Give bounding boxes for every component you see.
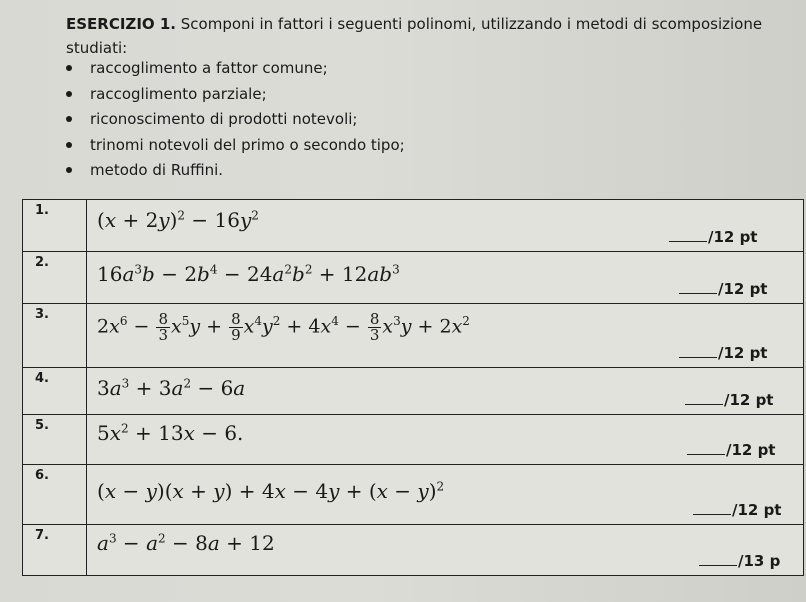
- row-number: 4.: [35, 371, 49, 386]
- exercise-text: Scomponi in fattori i seguenti polinomi, utilizzando i metodi di scomposizione studiati:: [66, 15, 763, 57]
- score-label: /12 pt: [732, 501, 782, 519]
- number-cell: [23, 200, 87, 251]
- exercise-instructions: [66, 12, 786, 60]
- row-number: 3.: [35, 307, 49, 322]
- number-cell: [23, 415, 87, 464]
- row-number: 5.: [35, 418, 49, 433]
- method-item: trinomi notevoli del primo o secondo tipo;: [66, 135, 405, 161]
- score-field: [679, 280, 767, 298]
- score-field: [679, 344, 767, 362]
- score-label: /12 pt: [726, 441, 776, 459]
- score-blank: [669, 241, 707, 242]
- method-item: raccoglimento parziale;: [66, 84, 405, 110]
- number-cell: [23, 304, 87, 367]
- method-item: raccoglimento a fattor comune;: [66, 58, 405, 84]
- row-number: 1.: [35, 203, 49, 218]
- score-blank: [685, 404, 723, 405]
- table-row: [23, 465, 803, 525]
- polynomial-expression: $5x^2 + 13x - 6$.: [97, 421, 244, 445]
- score-field: [699, 552, 780, 570]
- number-cell: [23, 525, 87, 575]
- score-blank: [693, 514, 731, 515]
- table-row: [23, 415, 803, 465]
- number-cell: [23, 252, 87, 303]
- score-field: [687, 441, 775, 459]
- exercise-table: [22, 199, 804, 576]
- score-blank: [687, 454, 725, 455]
- method-item: metodo di Ruffini.: [66, 160, 405, 186]
- table-row: [23, 368, 803, 415]
- polynomial-expression: $a^3 - a^2 - 8a + 12$: [97, 531, 275, 555]
- score-label: /12 pt: [718, 344, 768, 362]
- method-item: riconoscimento di prodotti notevoli;: [66, 109, 405, 135]
- score-blank: [679, 293, 717, 294]
- score-label: /12 pt: [708, 228, 758, 246]
- score-blank: [699, 565, 737, 566]
- score-label: /12 pt: [718, 280, 768, 298]
- methods-list: [66, 58, 405, 186]
- polynomial-expression: $2x^6$ − $\frac{8}{3}$ $x^5y$ + $\frac{8}{9}$ $x^4y^2 + 4x^4$ − $\frac{8}{3}$ $x^3y + 2x^2$: [97, 310, 470, 344]
- number-cell: [23, 465, 87, 524]
- table-row: [23, 200, 803, 252]
- polynomial-expression: $16a^3b - 2b^4 - 24a^2b^2 + 12ab^3$: [97, 262, 400, 286]
- score-field: [669, 228, 757, 246]
- row-number: 2.: [35, 255, 49, 270]
- score-blank: [679, 357, 717, 358]
- score-label: /13 p: [738, 552, 781, 570]
- score-field: [685, 391, 773, 409]
- score-field: [693, 501, 781, 519]
- row-number: 6.: [35, 468, 49, 483]
- polynomial-expression: $3a^3 + 3a^2 - 6a$: [97, 376, 246, 400]
- exercise-title: ESERCIZIO 1.: [66, 15, 177, 33]
- polynomial-expression: $(x - y)(x + y) + 4x - 4y + (x - y)^2$: [97, 479, 445, 503]
- table-row: [23, 304, 803, 368]
- number-cell: [23, 368, 87, 414]
- table-row: [23, 252, 803, 304]
- polynomial-expression: $(x + 2y)^2 - 16y^2$: [97, 208, 259, 232]
- score-label: /12 pt: [724, 391, 774, 409]
- row-number: 7.: [35, 528, 49, 543]
- table-row: [23, 525, 803, 575]
